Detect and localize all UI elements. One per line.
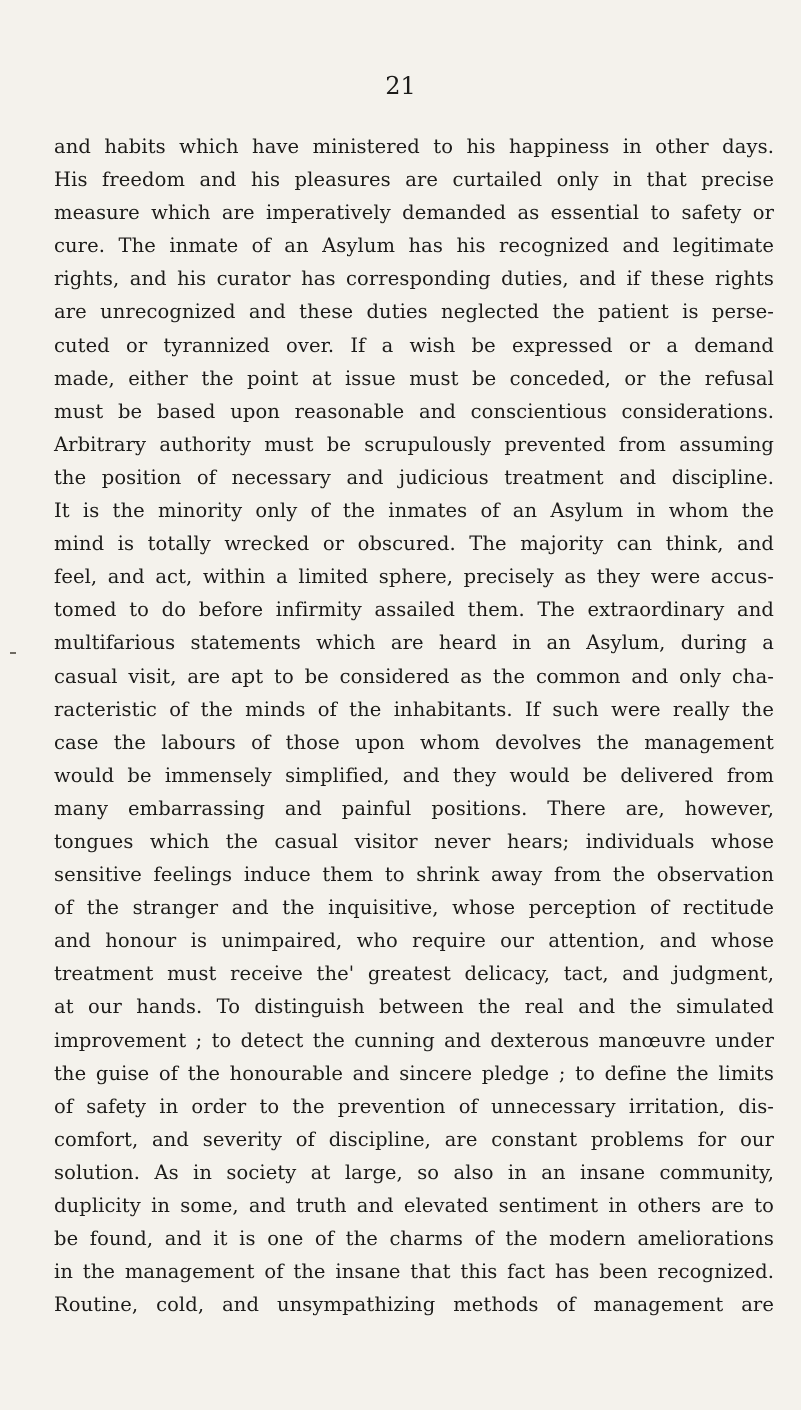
text-line: treatment must receive the' greatest delicacy, tact, and judgment, — [54, 962, 774, 986]
text-line: and honour is unimpaired, who require our attention, and whose — [54, 929, 774, 953]
text-line: in the management of the insane that this fact has been recognized. — [54, 1260, 774, 1284]
text-line: feel, and act, within a limited sphere, precisely as they were accus- — [54, 565, 774, 589]
text-line: multifarious statements which are heard in an Asylum, during a — [54, 631, 774, 655]
text-line: of the stranger and the inquisitive, whose perception of rectitude — [54, 896, 774, 920]
text-line: made, either the point at issue must be conceded, or the refusal — [54, 366, 774, 390]
text-line: at our hands. To distinguish between the real and the simulated — [54, 995, 774, 1019]
text-line: It is the minority only of the inmates of an Asylum in whom the — [54, 499, 774, 523]
text-line: of safety in order to the prevention of unnecessary irritation, dis- — [54, 1094, 774, 1118]
text-line: duplicity in some, and truth and elevated sentiment in others are to — [54, 1194, 774, 1217]
text-line: would be immensely simplified, and they would be delivered from — [54, 763, 774, 787]
text-line: the guise of the honourable and sincere pledge ; to define the limits — [54, 1061, 774, 1085]
text-line: comfort, and severity of discipline, are constant problems for our — [54, 1127, 774, 1151]
body-text — [54, 130, 774, 1321]
text-line: must be based upon reasonable and conscientious considerations. — [54, 399, 774, 423]
text-line: His freedom and his pleasures are curtailed only in that precise — [54, 168, 774, 192]
text-line: many embarrassing and painful positions. There are, however, — [54, 796, 774, 820]
margin-mark — [10, 652, 16, 654]
text-line: tongues which the casual visitor never hears; individuals whose — [54, 829, 774, 853]
page-number: 21 — [385, 72, 416, 100]
text-line: Routine, cold, and unsympathizing methods of management are — [54, 1293, 774, 1317]
text-line: solution. As in society at large, so also in an insane community, — [54, 1160, 774, 1184]
text-line: and habits which have ministered to his happiness in other days. — [54, 135, 774, 158]
text-line: sensitive feelings induce them to shrink away from the observation — [54, 863, 774, 887]
text-line: improvement ; to detect the cunning and dexterous manœuvre under — [54, 1028, 774, 1052]
text-line: casual visit, are apt to be considered as the common and only cha- — [54, 664, 774, 688]
text-line: case the labours of those upon whom devolves the management — [54, 730, 774, 754]
text-line: tomed to do before infirmity assailed them. The extraordinary and — [54, 598, 774, 622]
text-line: rights, and his curator has corresponding duties, and if these rights — [54, 267, 774, 291]
text-line: mind is totally wrecked or obscured. The majority can think, and — [54, 532, 774, 556]
text-line: be found, and it is one of the charms of the modern ameliorations — [54, 1227, 774, 1251]
text-line: racteristic of the minds of the inhabitants. If such were really the — [54, 697, 774, 721]
text-line: are unrecognized and these duties neglected the patient is perse- — [54, 300, 774, 324]
text-line: measure which are imperatively demanded as essential to safety or — [54, 201, 774, 225]
text-line: Arbitrary authority must be scrupulously prevented from assuming — [54, 432, 774, 456]
text-line: cuted or tyrannized over. If a wish be expressed or a demand — [54, 333, 774, 357]
text-line: cure. The inmate of an Asylum has his recognized and legitimate — [54, 234, 774, 258]
text-line: the position of necessary and judicious treatment and discipline. — [54, 465, 774, 489]
